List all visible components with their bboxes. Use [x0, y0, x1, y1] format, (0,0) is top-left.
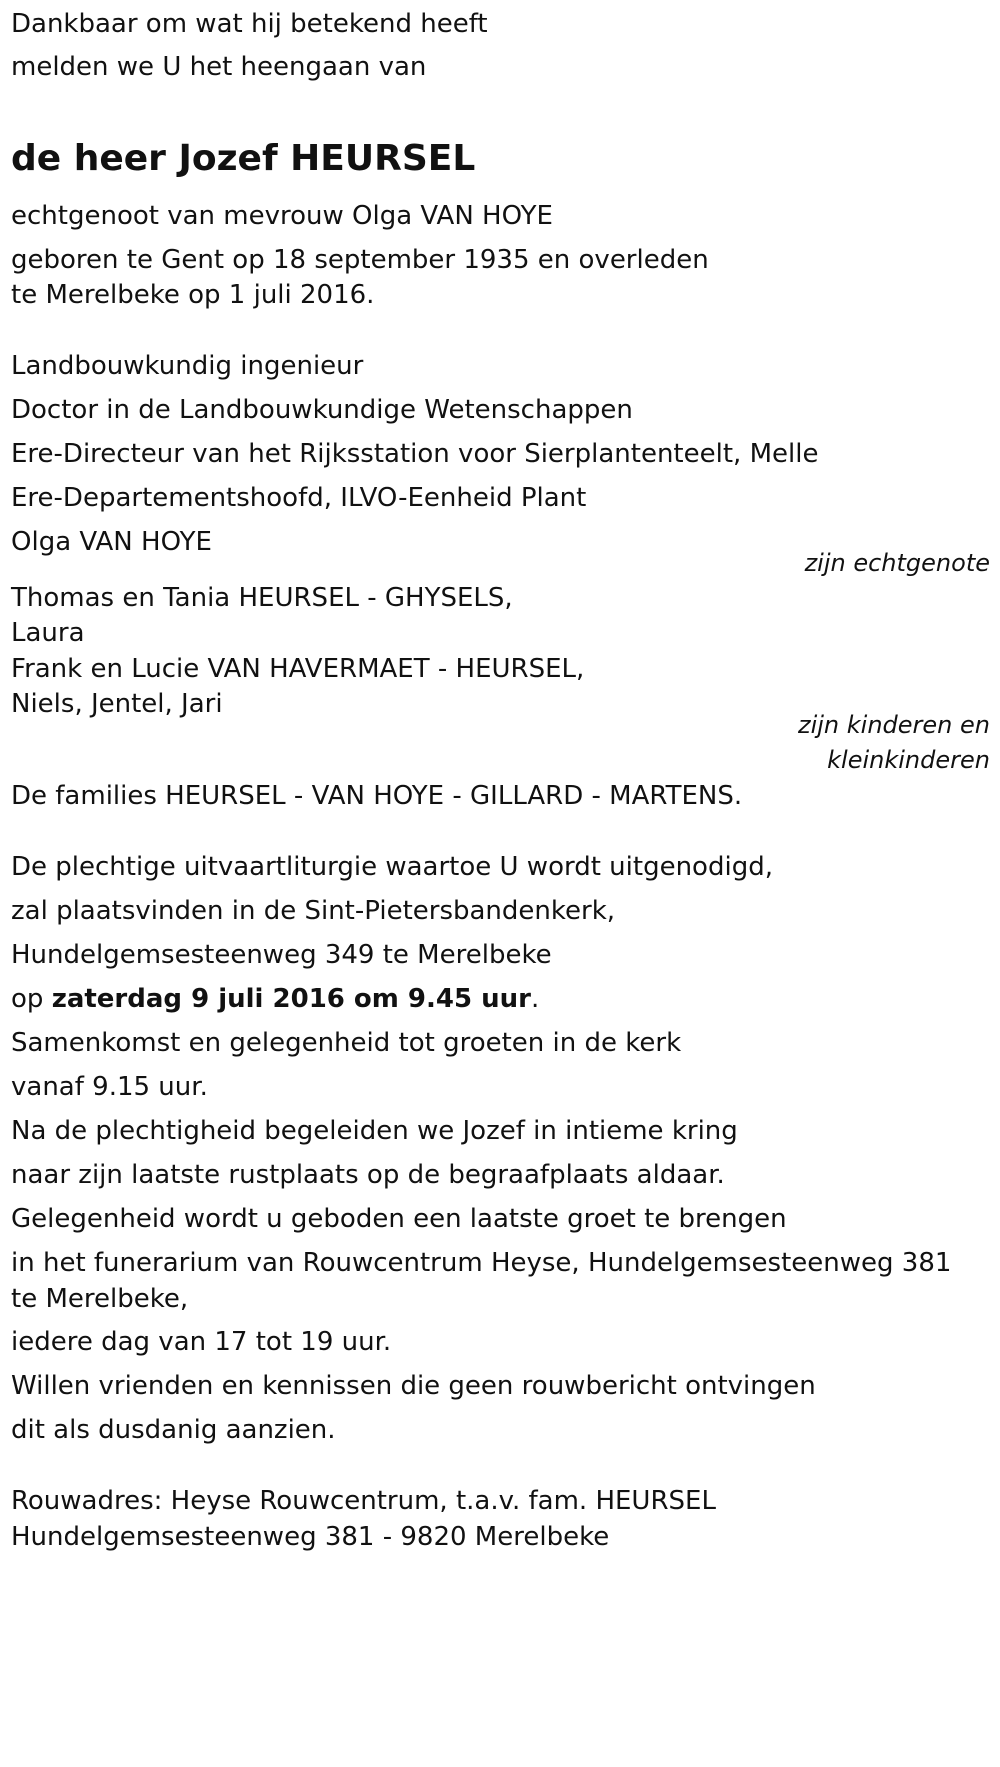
- ceremony-line-12: Willen vrienden en kennissen die geen rouwbericht ontvingen: [11, 1371, 816, 1401]
- ceremony-line-10a: in het funerarium van Rouwcentrum Heyse, Hundelgemsesteenweg 381: [11, 1248, 952, 1278]
- ceremony-line-8: naar zijn laatste rustplaats op de begraafplaats aldaar.: [11, 1160, 725, 1190]
- address-line-1: Rouwadres: Heyse Rouwcentrum, t.a.v. fam. HEURSEL: [11, 1486, 716, 1516]
- ceremony-line-1: De plechtige uitvaartliturgie waartoe U wordt uitgenodigd,: [11, 852, 773, 882]
- families-line: De families HEURSEL - VAN HOYE - GILLARD - MARTENS.: [11, 781, 743, 811]
- spouse-line: echtgenoot van mevrouw Olga VAN HOYE: [11, 201, 553, 231]
- deceased-name: de heer Jozef HEURSEL: [11, 138, 476, 179]
- ceremony-line-7: Na de plechtigheid begeleiden we Jozef in intieme kring: [11, 1116, 738, 1146]
- death-line: te Merelbeke op 1 juli 2016.: [11, 280, 375, 310]
- date-prefix: op: [11, 984, 52, 1014]
- ceremony-line-9: Gelegenheid wordt u geboden een laatste groet te brengen: [11, 1204, 787, 1234]
- date-suffix: .: [530, 984, 540, 1014]
- children-line-4: Niels, Jentel, Jari: [11, 689, 223, 719]
- title-line-3: Ere-Directeur van het Rijksstation voor Sierplantenteelt, Melle: [11, 439, 819, 469]
- title-line-4: Ere-Departementshoofd, ILVO-Eenheid Plant: [11, 483, 587, 513]
- ceremony-line-6: vanaf 9.15 uur.: [11, 1072, 208, 1102]
- title-line-2: Doctor in de Landbouwkundige Wetenschappen: [11, 395, 633, 425]
- ceremony-line-13: dit als dusdanig aanzien.: [11, 1415, 336, 1445]
- ceremony-line-10b: te Merelbeke,: [11, 1284, 189, 1314]
- children-line-2: Laura: [11, 618, 85, 648]
- spouse-name: Olga VAN HOYE: [11, 527, 212, 557]
- children-line-1: Thomas en Tania HEURSEL - GHYSELS,: [11, 583, 513, 613]
- address-line-2: Hundelgemsesteenweg 381 - 9820 Merelbeke: [11, 1522, 610, 1552]
- title-line-1: Landbouwkundig ingenieur: [11, 351, 364, 381]
- intro-line-2: melden we U het heengaan van: [11, 52, 427, 82]
- children-line-3: Frank en Lucie VAN HAVERMAET - HEURSEL,: [11, 654, 585, 684]
- ceremony-line-5: Samenkomst en gelegenheid tot groeten in de kerk: [11, 1028, 682, 1058]
- ceremony-line-3: Hundelgemsesteenweg 349 te Merelbeke: [11, 940, 552, 970]
- ceremony-date: zaterdag 9 juli 2016 om 9.45 uur: [51, 984, 531, 1014]
- birth-line: geboren te Gent op 18 september 1935 en overleden: [11, 245, 709, 275]
- ceremony-line-2: zal plaatsvinden in de Sint-Pietersbandenkerk,: [11, 896, 616, 926]
- ceremony-date-line: [11, 983, 539, 1015]
- spouse-role: zijn echtgenote: [804, 549, 990, 577]
- ceremony-line-11: iedere dag van 17 tot 19 uur.: [11, 1327, 392, 1357]
- children-role-1: zijn kinderen en: [798, 711, 990, 739]
- intro-line-1: Dankbaar om wat hij betekend heeft: [11, 9, 488, 39]
- children-role-2: kleinkinderen: [827, 746, 990, 774]
